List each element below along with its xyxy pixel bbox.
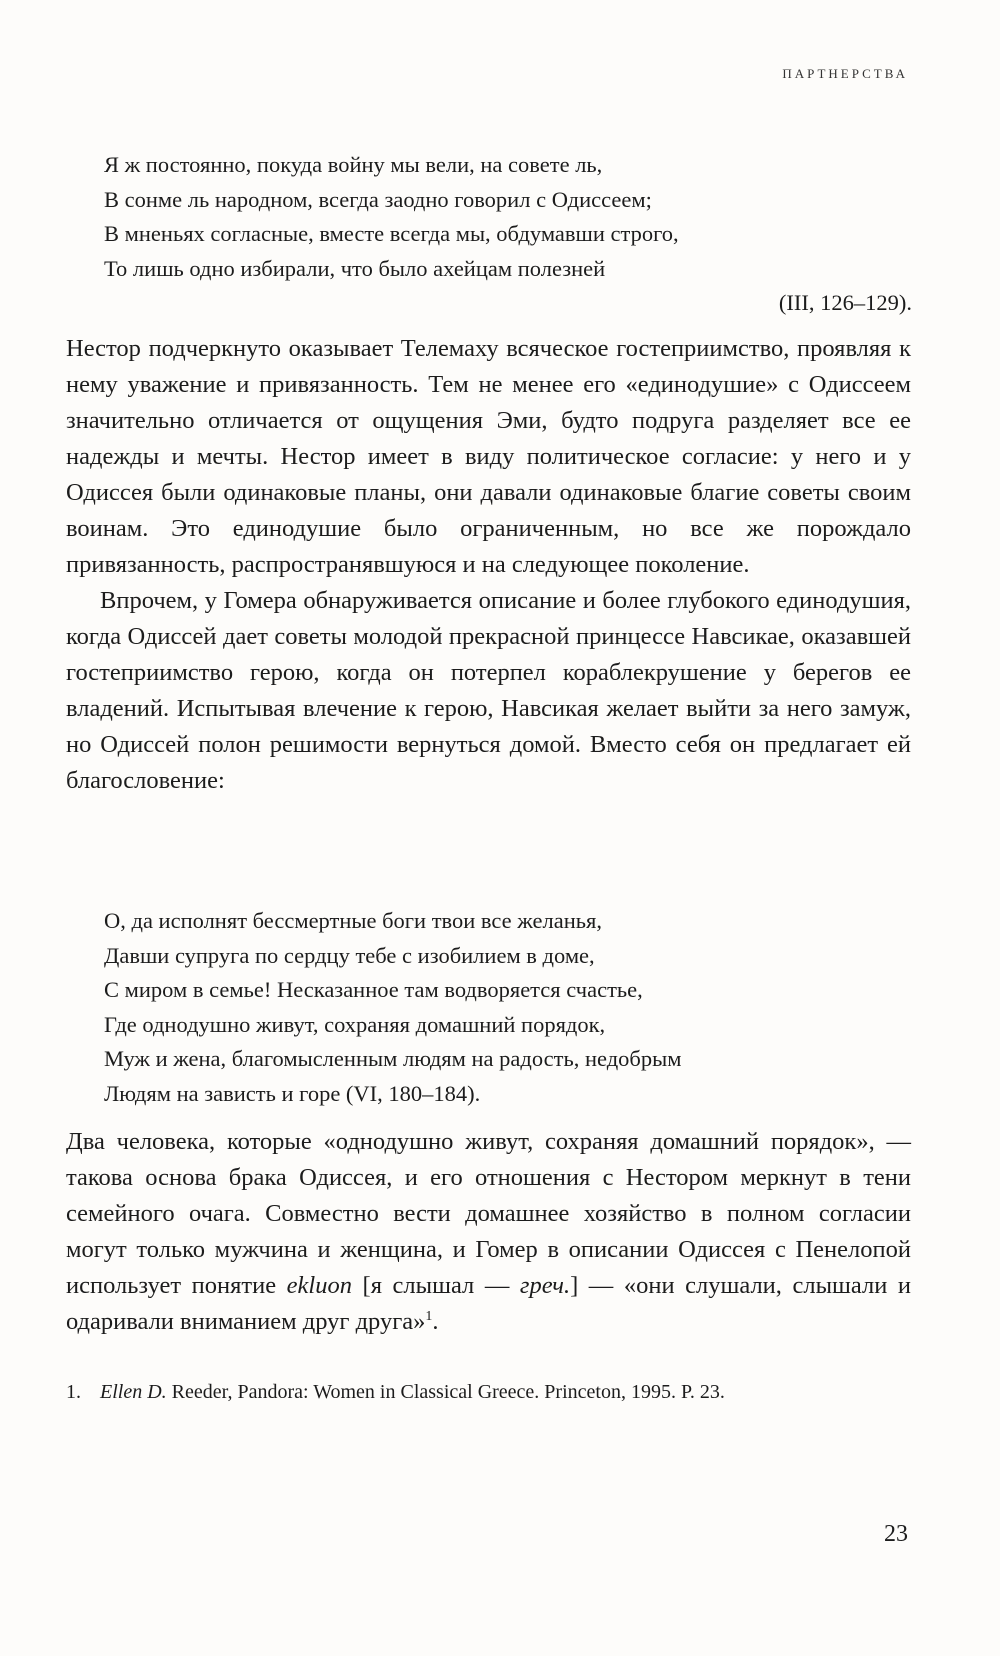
verse-block-2 — [104, 904, 912, 1111]
footnote-text: Reeder, Pandora: Women in Classical Greece. Princeton, 1995. P. 23. — [166, 1381, 725, 1403]
footnote-number: 1. — [66, 1381, 81, 1403]
verse-line: Где однодушно живут, сохраняя домашний порядок, — [104, 1011, 606, 1037]
verse-citation: (III, 126–129). — [778, 290, 912, 315]
text-run: . — [432, 1308, 439, 1335]
verse-line: Давши супруга по сердцу тебе с изобилием в доме, — [104, 942, 595, 968]
verse-line: То лишь одно избирали, что было ахейцам полезней — [104, 255, 606, 281]
verse-line: С миром в семье! Несказанное там водворяется счастье, — [104, 977, 643, 1002]
footnote-ref[interactable]: 1 — [425, 1308, 433, 1324]
text-run: ] — «они слушали, слышали и одаривали вниманием друг друга» — [66, 1272, 911, 1335]
verse-line: В мненьях согласные, вместе всегда мы, обдумавши строго, — [104, 221, 679, 246]
footnote-author: Ellen D. — [100, 1381, 167, 1403]
verse-line: О, да исполнят бессмертные боги твои все желанья, — [104, 908, 603, 933]
verse-line: Людям на зависть и горе (VI, 180–184). — [104, 1080, 481, 1106]
final-paragraph — [66, 1124, 911, 1340]
verse-line: Муж и жена, благомысленным людям на радость, недобрым — [104, 1046, 682, 1071]
language-abbrev: греч. — [519, 1272, 571, 1299]
verse-line: Я ж постоянно, покуда войну мы вели, на совете ль, — [104, 152, 603, 177]
greek-term: ekluon — [286, 1272, 352, 1299]
footnote — [66, 1377, 911, 1407]
running-head: ПАРТНЕРСТВА — [782, 66, 908, 81]
page-number: 23 — [884, 1521, 908, 1547]
text-run: [я слышал — — [351, 1272, 520, 1299]
prose-block-2 — [66, 1124, 911, 1340]
paragraph: Нестор подчеркнуто оказывает Телемаху всяческое гостеприимство, проявляя к нему уважение и привязанность. Тем не менее его «единодушие» с Одиссеем значительно отличается от ощущения Эми, будто подруга разделяет все ее надежды и мечты. Нестор имеет в виду политическое согласие: у него и у Одиссея были одинаковые планы, они давали одинаковые благие советы своим воинам. Это единодушие было ограниченным, но все же порождало привязанность, распространявшуюся и на следующее поколение. — [66, 335, 911, 578]
prose-block-1 — [66, 331, 911, 799]
paragraph: Впрочем, у Гомера обнаруживается описание и более глубокого единодушия, когда Одиссей дает советы молодой прекрасной принцессе Навсикае, оказавшей гостеприимство герою, когда он потерпел кораблекрушение у берегов ее владений. Испытывая влечение к герою, Навсикая желает выйти за него замуж, но Одиссей полон решимости вернуться домой. Вместо себя он предлагает ей благословение: — [66, 587, 911, 794]
verse-block-1 — [104, 148, 912, 321]
text-run: Два человека, которые «однодушно живут, сохраняя домашний порядок», — такова основа брака Одиссея, и его отношения с Нестором меркнут в тени семейного очага. Совместно вести домашнее хозяйство в полном согласии могут только мужчина и женщина, и Гомер в описании Одиссея с Пенелопой использует понятие — [66, 1128, 911, 1299]
verse-line: В сонме ль народном, всегда заодно говорил с Одиссеем; — [104, 186, 652, 212]
